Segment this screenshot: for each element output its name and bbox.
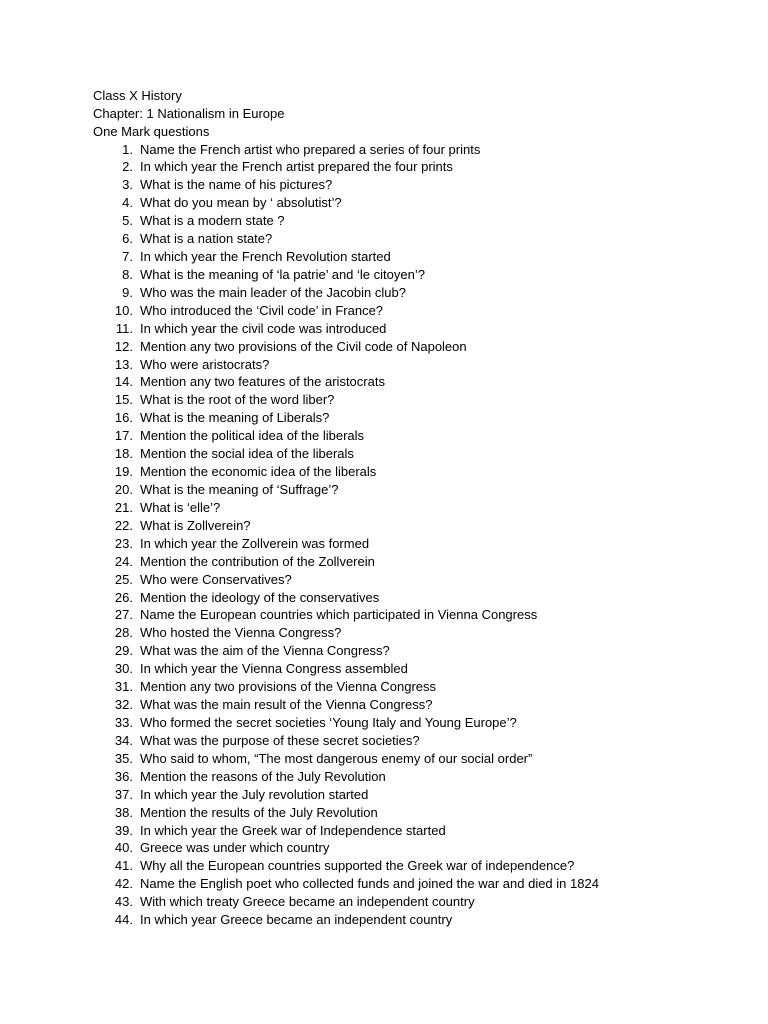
question-number: 3. (122, 177, 133, 193)
question-item (93, 284, 406, 302)
question-number: 41. (114, 858, 133, 874)
question-text: Mention any two features of the aristocrats (140, 374, 385, 390)
question-item (93, 194, 342, 212)
question-text: Who said to whom, “The most dangerous enemy of our social order” (140, 750, 533, 766)
question-number: 15. (114, 392, 133, 408)
question-item (93, 338, 467, 356)
question-text: Who were aristocrats? (140, 356, 270, 372)
question-item (93, 606, 538, 624)
question-item (93, 857, 575, 875)
question-number: 18. (114, 446, 133, 462)
question-text: Greece was under which country (140, 840, 330, 856)
question-text: In which year the French artist prepared the four prints (140, 159, 453, 175)
question-text: Who formed the secret societies ‘Young Italy and Young Europe’? (140, 715, 517, 730)
question-item (93, 822, 446, 840)
question-item (93, 266, 425, 284)
question-number: 21. (114, 499, 133, 515)
question-number: 20. (114, 482, 133, 498)
question-number: 2. (122, 159, 133, 175)
question-number: 17. (114, 428, 133, 444)
question-item (93, 553, 375, 571)
question-item (93, 768, 386, 786)
question-text: Mention any two provisions of the Vienna Congress (140, 679, 437, 695)
question-item (93, 409, 330, 427)
question-item (93, 642, 390, 660)
question-text: What was the main result of the Vienna Congress? (140, 697, 433, 713)
question-text: What is Zollverein? (140, 517, 251, 533)
question-number: 28. (114, 625, 133, 641)
question-number: 39. (114, 822, 133, 838)
question-text: Mention any two provisions of the Civil code of Napoleon (140, 338, 467, 354)
question-item (93, 517, 251, 535)
question-item (93, 804, 378, 822)
question-text: In which year the civil code was introduced (140, 320, 387, 336)
question-text: Mention the reasons of the July Revolution (140, 768, 386, 784)
section-title: One Mark questions (93, 123, 210, 139)
question-item (93, 839, 330, 857)
question-number: 38. (114, 804, 133, 820)
question-item (93, 320, 387, 338)
question-text: In which year the July revolution started (140, 786, 369, 802)
question-number: 25. (114, 571, 133, 587)
question-number: 40. (114, 840, 133, 856)
question-number: 19. (114, 464, 133, 480)
question-number: 29. (114, 643, 133, 659)
question-item (93, 427, 365, 445)
question-number: 5. (122, 213, 133, 229)
question-number: 32. (114, 697, 133, 713)
question-number: 9. (122, 284, 133, 300)
question-number: 16. (114, 410, 133, 426)
question-text: Mention the social idea of the liberals (140, 446, 354, 462)
question-number: 42. (114, 876, 133, 892)
question-text: In which year the French Revolution started (140, 249, 391, 265)
question-item (93, 499, 221, 517)
question-item (93, 714, 517, 732)
class-title: Class X History (93, 88, 182, 103)
question-text: Name the European countries which participated in Vienna Congress (140, 607, 538, 623)
question-item (93, 571, 292, 589)
question-text: Who were Conservatives? (140, 571, 292, 587)
question-item (93, 302, 384, 320)
question-list (93, 141, 599, 930)
question-number: 12. (114, 338, 133, 354)
question-text: What do you mean by ‘ absolutist’? (140, 195, 342, 211)
question-text: In which year the Greek war of Independence started (140, 822, 446, 838)
question-number: 44. (114, 912, 133, 928)
question-number: 4. (122, 195, 133, 211)
question-item (93, 481, 339, 499)
question-number: 31. (114, 679, 133, 695)
question-item (93, 750, 533, 768)
question-number: 35. (114, 750, 133, 766)
question-number: 37. (114, 786, 133, 802)
question-item (93, 624, 342, 642)
question-text: With which treaty Greece became an independent country (140, 894, 475, 910)
question-number: 43. (114, 894, 133, 910)
question-number: 13. (114, 356, 133, 372)
question-number: 22. (114, 517, 133, 533)
question-number: 14. (114, 374, 133, 390)
question-item (93, 212, 285, 230)
question-number: 36. (114, 768, 133, 784)
question-item (93, 141, 481, 159)
question-text: Who introduced the ‘Civil code’ in France? (140, 302, 384, 318)
question-text: Mention the political idea of the liberals (140, 428, 365, 444)
question-text: In which year the Vienna Congress assembled (140, 661, 408, 677)
question-item (93, 373, 385, 391)
question-text: What is ‘elle’? (140, 499, 221, 515)
question-item (93, 911, 453, 929)
question-number: 8. (122, 266, 133, 282)
document-header (93, 87, 285, 140)
question-item (93, 356, 270, 374)
question-item (93, 732, 420, 750)
question-number: 23. (114, 535, 133, 551)
question-number: 7. (122, 249, 133, 265)
question-text: What was the aim of the Vienna Congress? (140, 643, 390, 659)
question-number: 30. (114, 661, 133, 677)
question-item (93, 535, 370, 553)
question-number: 27. (114, 607, 133, 623)
question-number: 6. (122, 231, 133, 247)
question-text: In which year the Zollverein was formed (140, 535, 370, 551)
question-item (93, 463, 377, 481)
question-text: In which year Greece became an independent country (140, 912, 453, 928)
question-item (93, 176, 333, 194)
question-item (93, 230, 273, 248)
question-item (93, 589, 380, 607)
question-text: Name the French artist who prepared a series of four prints (140, 141, 481, 157)
question-item (93, 875, 599, 893)
question-number: 1. (122, 141, 133, 157)
question-text: What is the meaning of ‘Suffrage’? (140, 482, 339, 498)
question-number: 10. (114, 302, 133, 318)
question-item (93, 786, 369, 804)
question-text: What is the meaning of Liberals? (140, 410, 330, 426)
question-item (93, 158, 453, 176)
question-text: Name the English poet who collected funds and joined the war and died in 1824 (140, 876, 599, 892)
question-number: 24. (114, 553, 133, 569)
question-text: What is a modern state ? (140, 213, 285, 229)
question-item (93, 893, 475, 911)
chapter-title: Chapter: 1 Nationalism in Europe (93, 105, 285, 121)
question-text: What was the purpose of these secret societies? (140, 732, 420, 748)
question-item (93, 660, 408, 678)
question-text: What is a nation state? (140, 231, 273, 247)
question-text: Mention the results of the July Revolution (140, 804, 378, 820)
question-item (93, 445, 354, 463)
question-text: Who was the main leader of the Jacobin club? (140, 284, 406, 300)
question-number: 34. (114, 732, 133, 748)
question-text: What is the root of the word liber? (140, 392, 335, 408)
question-text: Mention the contribution of the Zollverein (140, 553, 375, 569)
question-text: Who hosted the Vienna Congress? (140, 625, 342, 641)
question-text: Mention the ideology of the conservatives (140, 589, 380, 605)
question-text: Why all the European countries supported the Greek war of independence? (140, 858, 575, 874)
question-number: 11. (115, 320, 133, 336)
question-number: 26. (114, 589, 133, 605)
question-number: 33. (114, 715, 133, 730)
question-text: What is the meaning of ‘la patrie’ and ‘le citoyen’? (140, 266, 425, 282)
question-item (93, 678, 437, 696)
question-item (93, 248, 391, 266)
question-text: Mention the economic idea of the liberals (140, 464, 377, 480)
question-text: What is the name of his pictures? (140, 177, 333, 193)
question-item (93, 696, 433, 714)
question-item (93, 391, 335, 409)
